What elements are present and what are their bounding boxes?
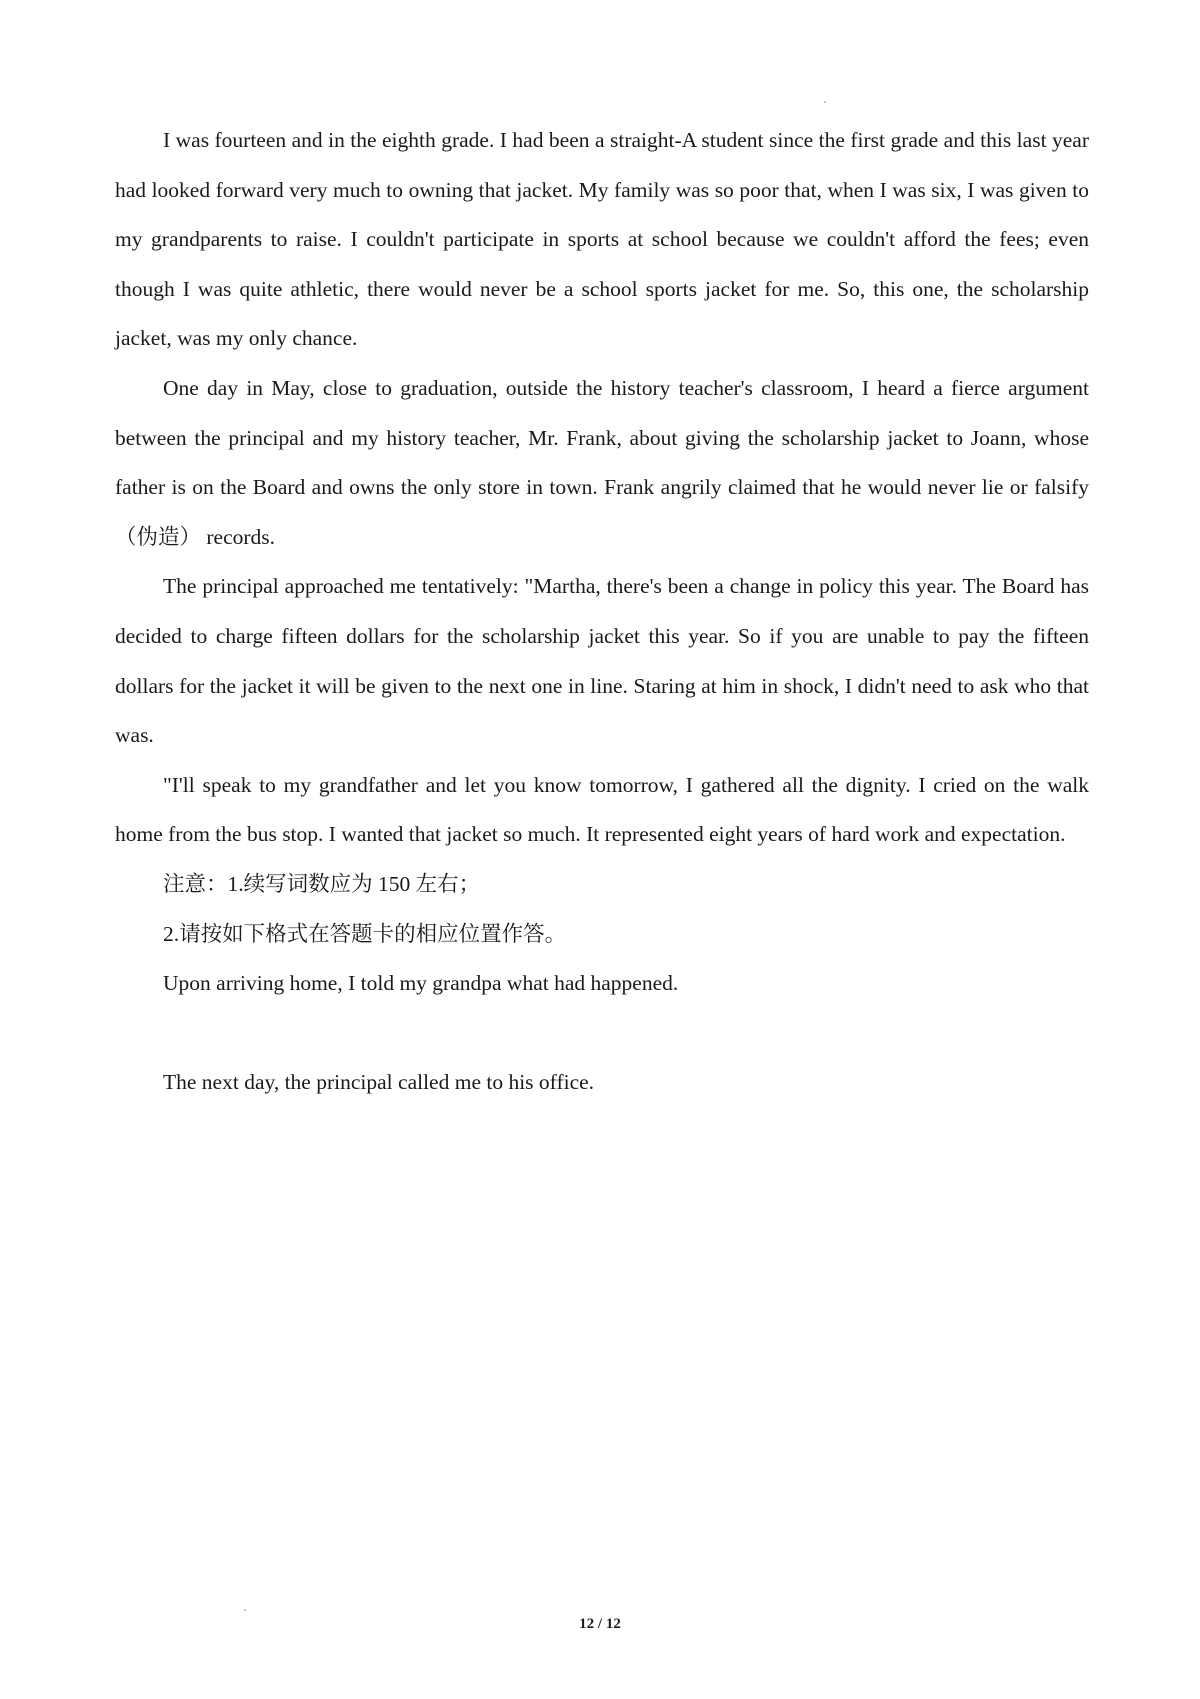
story-paragraph-2: One day in May, close to graduation, outside the history teacher's classroom, I heard a fierce argument between the principal and my history teacher, Mr. Frank, about giving the scholarship jacket to Joann, whose father is on the Board and owns the only store in town. Frank angrily claimed that he would never lie or falsify（伪造） records. [115, 375, 1089, 549]
page-number: 12 / 12 [579, 1616, 621, 1632]
document-body [115, 116, 1089, 1108]
answer-space [115, 1009, 1089, 1059]
instruction-note-1: 注意：1.续写词数应为 150 左右； [163, 871, 481, 896]
scan-speck [824, 101, 826, 103]
continuation-prompt-1: Upon arriving home, I told my grandpa what had happened. [163, 971, 679, 996]
story-paragraph-1: I was fourteen and in the eighth grade. I had been a straight-A student since the first grade and this last year had looked forward very much to owning that jacket. My family was so poor that, when I was six, I was given to my grandparents to raise. I couldn't participate in sports at school because we couldn't afford the fees; even though I was quite athletic, there would never be a school sports jacket for me. So, this one, the scholarship jacket, was my only chance. [115, 128, 1089, 351]
instruction-note-2: 2.请按如下格式在答题卡的相应位置作答。 [163, 921, 567, 946]
continuation-prompt-2: The next day, the principal called me to his office. [163, 1070, 595, 1095]
story-paragraph-3: The principal approached me tentatively: "Martha, there's been a change in policy this year. The Board has decided to charge fifteen dollars for the scholarship jacket this year. So if you are unable to pay the fifteen dollars for the jacket it will be given to the next one in line. Staring at him in shock, I didn't need to ask who that was. [115, 574, 1089, 748]
scan-speck [244, 1609, 246, 1611]
story-paragraph-4: "I'll speak to my grandfather and let you know tomorrow, I gathered all the dignity. I cried on the walk home from the bus stop. I wanted that jacket so much. It represented eight years of hard work and expectation. [115, 772, 1089, 847]
